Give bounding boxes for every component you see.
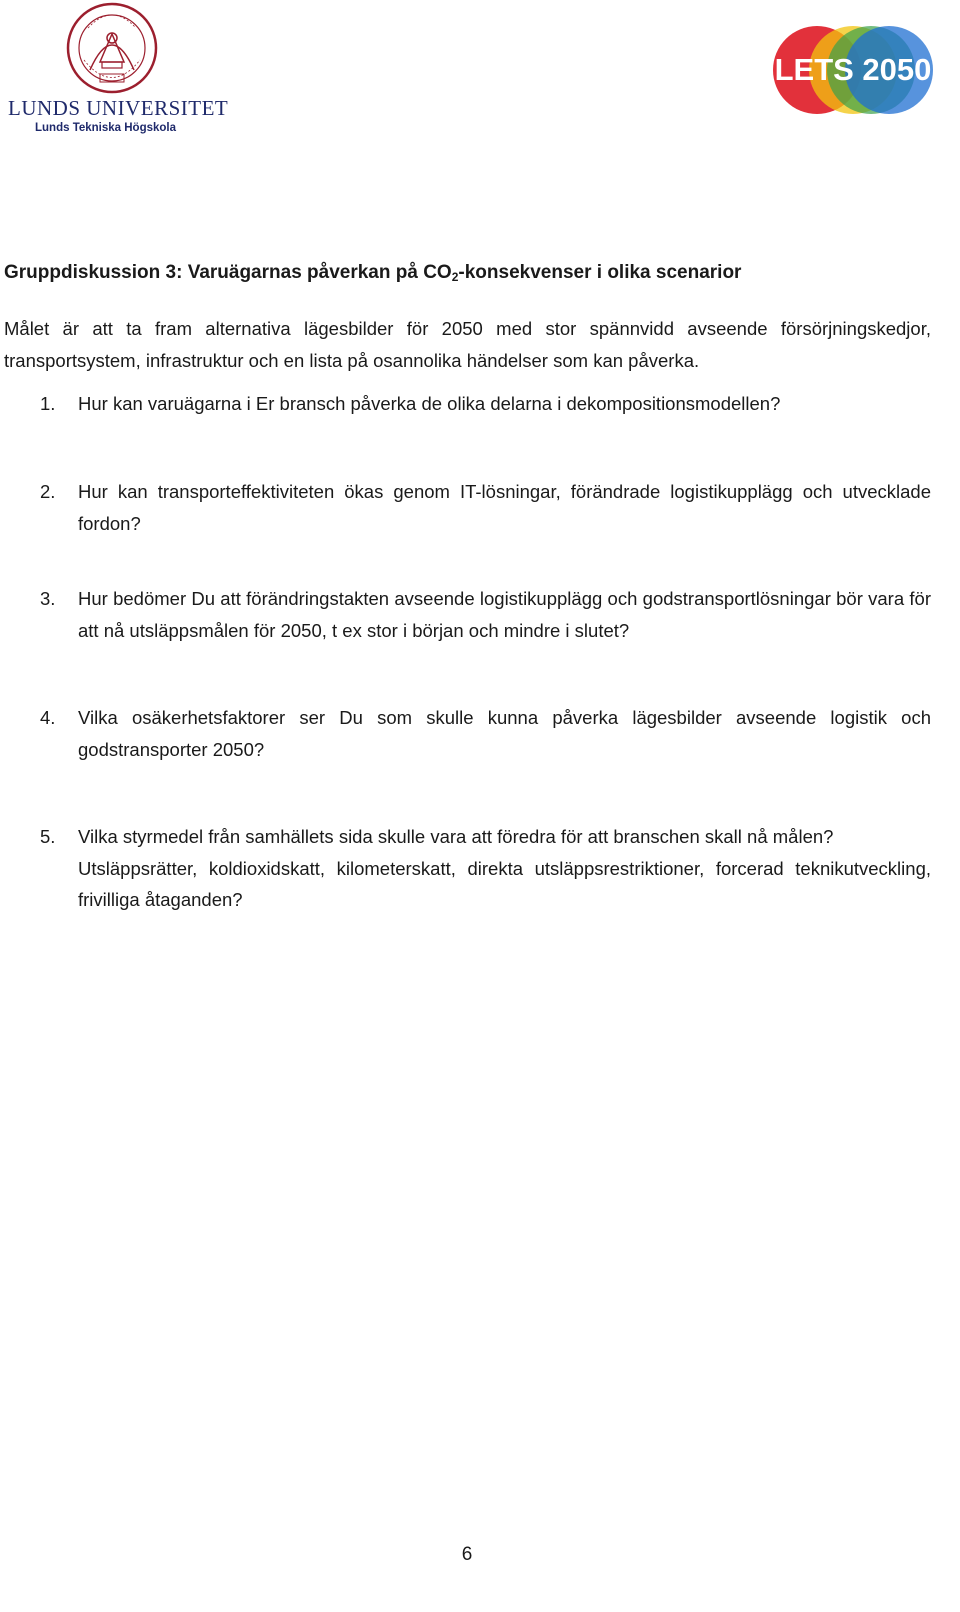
lets-logo-text: LETS 2050 [774,52,932,87]
title-main: Gruppdiskussion 3: Varuägarnas påverkan på CO [4,262,452,283]
lund-university-logo [4,0,229,140]
question-number: 1. [40,393,56,414]
question-number: 4. [40,707,56,728]
question-text: Hur kan transporteffektiviteten ökas genom IT-lösningar, förändrade logistikupplägg och utvecklade fordon? [78,481,931,534]
question-text-continued: Utsläppsrätter, koldioxidskatt, kilometerskatt, direkta utsläppsrestriktioner, forcerad teknikutveckling, frivilliga åtaganden? [78,857,931,910]
lets-2050-logo [771,22,935,118]
question-item [40,702,931,765]
title-subscript: 2 [451,270,459,284]
question-item [40,583,931,646]
question-text: Hur kan varuägarna i Er bransch påverka de olika delarna i dekompositionsmodellen? [78,393,781,414]
question-item [40,476,931,539]
question-text: Hur bedömer Du att förändringstakten avseende logistikupplägg och godstransportlösningar bör vara för att nå utsläppsmålen för 2050, t ex stor i början och mindre i slutet? [78,588,931,641]
university-seal-icon [64,0,160,96]
title-rest: -konsekvenser i olika scenarior [458,262,742,283]
question-item [40,821,931,916]
page-number: 6 [461,1544,473,1565]
question-text: Vilka styrmedel från samhällets sida skulle vara att föredra för att branschen skall nå målen? [78,826,834,847]
question-number: 5. [40,826,56,847]
university-name: LUNDS UNIVERSITET [8,96,229,120]
question-text: Vilka osäkerhetsfaktorer ser Du som skulle kunna påverka lägesbilder avseende logistik och godstransporter 2050? [78,707,931,760]
document-title [4,262,741,284]
question-number: 2. [40,481,56,502]
intro-paragraph: Målet är att ta fram alternativa lägesbilder för 2050 med stor spännvidd avseende försörjningskedjor, transportsystem, infrastruktur och en lista på osannolika händelser som kan påverka. [4,318,931,371]
question-number: 3. [40,588,56,609]
faculty-name: Lunds Tekniska Högskola [35,122,177,134]
question-item [40,388,931,420]
